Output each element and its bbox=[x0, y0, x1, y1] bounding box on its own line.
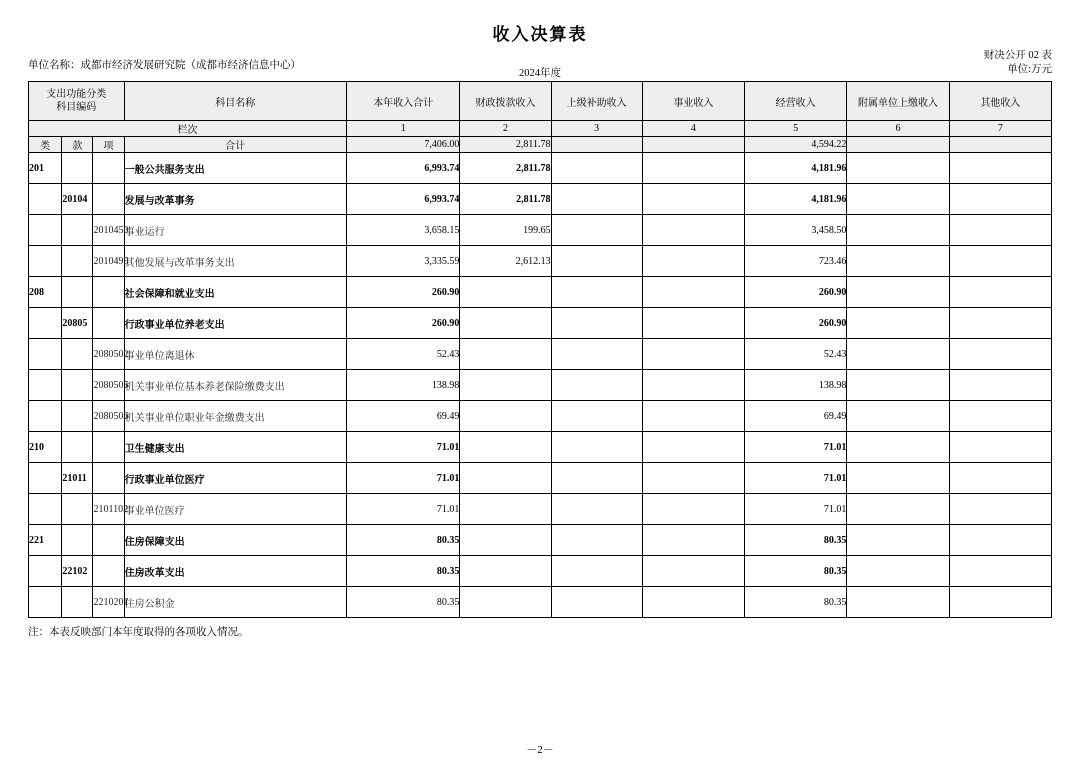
unit-name: 单位名称：成都市经济发展研究院（成都市经济信息中心） bbox=[28, 60, 301, 71]
row-value-7 bbox=[949, 308, 1051, 339]
row-value-6 bbox=[847, 246, 949, 277]
row-item-name: 卫生健康支出 bbox=[124, 432, 346, 463]
row-value-5: 71.01 bbox=[745, 463, 847, 494]
row-code-kuan: 20104 bbox=[62, 184, 93, 215]
row-code-kuan bbox=[62, 277, 93, 308]
col-index-3: 3 bbox=[551, 121, 642, 137]
row-value-1: 3,335.59 bbox=[346, 246, 459, 277]
row-value-5: 80.35 bbox=[745, 587, 847, 618]
row-code-xiang: 2101102 bbox=[93, 494, 124, 525]
row-item-name: 行政事业单位医疗 bbox=[124, 463, 346, 494]
header-col-fiscal-appropriation: 财政拨款收入 bbox=[460, 82, 551, 121]
row-value-1: 52.43 bbox=[346, 339, 459, 370]
row-code-cls: 208 bbox=[29, 277, 62, 308]
row-value-4 bbox=[642, 184, 744, 215]
row-value-6 bbox=[847, 432, 949, 463]
row-value-3 bbox=[551, 184, 642, 215]
row-value-7 bbox=[949, 463, 1051, 494]
row-code-kuan bbox=[62, 339, 93, 370]
row-value-3 bbox=[551, 587, 642, 618]
row-value-4 bbox=[642, 370, 744, 401]
row-value-4 bbox=[642, 308, 744, 339]
page-number: －2－ bbox=[526, 744, 554, 756]
row-value-3 bbox=[551, 525, 642, 556]
unit-of-measure: 单位:万元 bbox=[1007, 64, 1052, 75]
table-row bbox=[29, 525, 1052, 556]
row-value-2: 2,811.78 bbox=[460, 184, 551, 215]
row-value-6 bbox=[847, 587, 949, 618]
col-index-2: 2 bbox=[460, 121, 551, 137]
row-value-1: 260.90 bbox=[346, 308, 459, 339]
table-row bbox=[29, 246, 1052, 277]
col-index-4: 4 bbox=[642, 121, 744, 137]
row-value-6 bbox=[847, 556, 949, 587]
total-value-4 bbox=[642, 137, 744, 153]
col-index-7: 7 bbox=[949, 121, 1051, 137]
row-value-7 bbox=[949, 215, 1051, 246]
row-value-3 bbox=[551, 153, 642, 184]
row-value-2 bbox=[460, 339, 551, 370]
table-row bbox=[29, 339, 1052, 370]
total-value-1: 7,406.00 bbox=[346, 137, 459, 153]
row-value-4 bbox=[642, 215, 744, 246]
header-item-name: 科目名称 bbox=[124, 82, 346, 121]
row-value-3 bbox=[551, 308, 642, 339]
row-code-xiang: 2080506 bbox=[93, 401, 124, 432]
row-index-label: 栏次 bbox=[29, 121, 347, 137]
row-value-6 bbox=[847, 525, 949, 556]
row-value-7 bbox=[949, 370, 1051, 401]
row-value-5: 260.90 bbox=[745, 277, 847, 308]
row-value-5: 71.01 bbox=[745, 432, 847, 463]
row-value-4 bbox=[642, 525, 744, 556]
row-code-xiang bbox=[93, 432, 124, 463]
row-code-kuan bbox=[62, 246, 93, 277]
row-value-3 bbox=[551, 246, 642, 277]
row-value-7 bbox=[949, 153, 1051, 184]
row-value-4 bbox=[642, 339, 744, 370]
row-code-xiang bbox=[93, 277, 124, 308]
row-code-xiang bbox=[93, 153, 124, 184]
row-value-7 bbox=[949, 525, 1051, 556]
col-index-1: 1 bbox=[346, 121, 459, 137]
income-final-accounts-table bbox=[28, 81, 1052, 618]
row-value-1: 260.90 bbox=[346, 277, 459, 308]
row-value-2 bbox=[460, 432, 551, 463]
row-code-cls bbox=[29, 308, 62, 339]
row-code-kuan bbox=[62, 215, 93, 246]
row-value-2 bbox=[460, 370, 551, 401]
row-value-5: 723.46 bbox=[745, 246, 847, 277]
row-value-1: 6,993.74 bbox=[346, 153, 459, 184]
row-code-cls bbox=[29, 184, 62, 215]
row-value-7 bbox=[949, 432, 1051, 463]
row-value-4 bbox=[642, 587, 744, 618]
header-col-other-income: 其他收入 bbox=[949, 82, 1051, 121]
table-row bbox=[29, 556, 1052, 587]
row-value-1: 71.01 bbox=[346, 432, 459, 463]
table-note: 注：本表反映部门本年度取得的各项收入情况。 bbox=[28, 627, 249, 638]
total-value-7 bbox=[949, 137, 1051, 153]
table-row bbox=[29, 153, 1052, 184]
row-value-7 bbox=[949, 246, 1051, 277]
row-code-xiang: 2210201 bbox=[93, 587, 124, 618]
row-value-1: 80.35 bbox=[346, 556, 459, 587]
row-value-6 bbox=[847, 339, 949, 370]
row-value-5: 4,181.96 bbox=[745, 184, 847, 215]
row-value-3 bbox=[551, 432, 642, 463]
row-code-xiang bbox=[93, 308, 124, 339]
row-code-cls bbox=[29, 463, 62, 494]
row-code-kuan bbox=[62, 525, 93, 556]
row-code-cls bbox=[29, 401, 62, 432]
row-item-name: 机关事业单位职业年金缴费支出 bbox=[124, 401, 346, 432]
row-code-xiang bbox=[93, 463, 124, 494]
row-value-6 bbox=[847, 370, 949, 401]
row-code-kuan: 21011 bbox=[62, 463, 93, 494]
header-kuan: 款 bbox=[62, 137, 93, 153]
row-code-cls: 221 bbox=[29, 525, 62, 556]
row-code-xiang bbox=[93, 556, 124, 587]
row-value-3 bbox=[551, 277, 642, 308]
row-value-2: 2,612.13 bbox=[460, 246, 551, 277]
header-col-superior-subsidy: 上级补助收入 bbox=[551, 82, 642, 121]
row-value-1: 71.01 bbox=[346, 463, 459, 494]
row-code-kuan bbox=[62, 401, 93, 432]
col-index-6: 6 bbox=[847, 121, 949, 137]
row-value-5: 260.90 bbox=[745, 308, 847, 339]
row-item-name: 其他发展与改革事务支出 bbox=[124, 246, 346, 277]
row-value-3 bbox=[551, 215, 642, 246]
row-value-2 bbox=[460, 525, 551, 556]
row-code-kuan bbox=[62, 432, 93, 463]
row-code-xiang: 2010499 bbox=[93, 246, 124, 277]
row-value-5: 3,458.50 bbox=[745, 215, 847, 246]
row-code-xiang bbox=[93, 184, 124, 215]
row-value-1: 6,993.74 bbox=[346, 184, 459, 215]
row-value-6 bbox=[847, 494, 949, 525]
total-label: 合计 bbox=[124, 137, 346, 153]
row-value-4 bbox=[642, 494, 744, 525]
total-value-5: 4,594.22 bbox=[745, 137, 847, 153]
header-category-line2: 科目编码 bbox=[56, 102, 97, 113]
row-value-4 bbox=[642, 556, 744, 587]
row-value-1: 3,658.15 bbox=[346, 215, 459, 246]
total-value-3 bbox=[551, 137, 642, 153]
row-value-3 bbox=[551, 463, 642, 494]
table-row bbox=[29, 432, 1052, 463]
row-code-cls bbox=[29, 556, 62, 587]
column-index-row bbox=[29, 121, 1052, 137]
row-code-kuan: 22102 bbox=[62, 556, 93, 587]
row-value-2: 199.65 bbox=[460, 215, 551, 246]
col-index-5: 5 bbox=[745, 121, 847, 137]
document-page bbox=[0, 20, 1080, 783]
row-code-cls bbox=[29, 339, 62, 370]
row-value-2 bbox=[460, 463, 551, 494]
row-value-5: 4,181.96 bbox=[745, 153, 847, 184]
row-value-3 bbox=[551, 370, 642, 401]
row-value-5: 80.35 bbox=[745, 525, 847, 556]
row-value-6 bbox=[847, 277, 949, 308]
row-item-name: 住房保障支出 bbox=[124, 525, 346, 556]
total-row bbox=[29, 137, 1052, 153]
row-value-6 bbox=[847, 215, 949, 246]
row-code-cls bbox=[29, 246, 62, 277]
fiscal-year: 2024年度 bbox=[519, 68, 561, 79]
row-value-6 bbox=[847, 463, 949, 494]
header-col-business-income: 事业收入 bbox=[642, 82, 744, 121]
form-number: 财决公开 02 表 bbox=[983, 50, 1052, 61]
row-code-xiang: 2080502 bbox=[93, 339, 124, 370]
row-value-7 bbox=[949, 556, 1051, 587]
row-value-4 bbox=[642, 153, 744, 184]
row-value-7 bbox=[949, 184, 1051, 215]
row-value-6 bbox=[847, 401, 949, 432]
row-value-1: 69.49 bbox=[346, 401, 459, 432]
row-value-4 bbox=[642, 277, 744, 308]
total-value-6 bbox=[847, 137, 949, 153]
row-value-6 bbox=[847, 153, 949, 184]
row-value-4 bbox=[642, 401, 744, 432]
header-category-line1: 支出功能分类 bbox=[46, 89, 107, 100]
row-value-1: 138.98 bbox=[346, 370, 459, 401]
table-row bbox=[29, 215, 1052, 246]
row-value-3 bbox=[551, 401, 642, 432]
header-cls: 类 bbox=[29, 137, 62, 153]
row-value-2: 2,811.78 bbox=[460, 153, 551, 184]
row-value-6 bbox=[847, 308, 949, 339]
row-item-name: 一般公共服务支出 bbox=[124, 153, 346, 184]
row-code-cls: 201 bbox=[29, 153, 62, 184]
row-value-2 bbox=[460, 308, 551, 339]
row-value-1: 80.35 bbox=[346, 587, 459, 618]
row-value-2 bbox=[460, 277, 551, 308]
row-value-6 bbox=[847, 184, 949, 215]
row-value-5: 52.43 bbox=[745, 339, 847, 370]
row-code-kuan: 20805 bbox=[62, 308, 93, 339]
total-value-2: 2,811.78 bbox=[460, 137, 551, 153]
row-code-cls bbox=[29, 494, 62, 525]
row-value-4 bbox=[642, 463, 744, 494]
row-value-5: 71.01 bbox=[745, 494, 847, 525]
row-item-name: 住房公积金 bbox=[124, 587, 346, 618]
row-value-5: 80.35 bbox=[745, 556, 847, 587]
row-value-7 bbox=[949, 494, 1051, 525]
row-value-1: 71.01 bbox=[346, 494, 459, 525]
row-value-7 bbox=[949, 277, 1051, 308]
table-row bbox=[29, 494, 1052, 525]
row-code-kuan bbox=[62, 494, 93, 525]
table-row bbox=[29, 277, 1052, 308]
row-code-xiang bbox=[93, 525, 124, 556]
row-value-2 bbox=[460, 587, 551, 618]
table-row bbox=[29, 184, 1052, 215]
row-value-5: 138.98 bbox=[745, 370, 847, 401]
row-code-kuan bbox=[62, 153, 93, 184]
table-row bbox=[29, 308, 1052, 339]
header-col-operating-income: 经营收入 bbox=[745, 82, 847, 121]
row-value-2 bbox=[460, 556, 551, 587]
row-value-2 bbox=[460, 494, 551, 525]
header-category-code bbox=[29, 82, 125, 121]
row-value-1: 80.35 bbox=[346, 525, 459, 556]
row-item-name: 事业单位离退休 bbox=[124, 339, 346, 370]
table-body bbox=[29, 153, 1052, 618]
row-code-cls bbox=[29, 587, 62, 618]
row-code-cls bbox=[29, 370, 62, 401]
row-item-name: 发展与改革事务 bbox=[124, 184, 346, 215]
table-row bbox=[29, 587, 1052, 618]
row-code-xiang: 2080505 bbox=[93, 370, 124, 401]
row-code-kuan bbox=[62, 587, 93, 618]
row-code-cls bbox=[29, 215, 62, 246]
table-row bbox=[29, 370, 1052, 401]
header-col-affiliate-income: 附属单位上缴收入 bbox=[847, 82, 949, 121]
header-col-total: 本年收入合计 bbox=[346, 82, 459, 121]
row-code-kuan bbox=[62, 370, 93, 401]
row-value-7 bbox=[949, 401, 1051, 432]
header-xiang: 项 bbox=[93, 137, 124, 153]
row-value-4 bbox=[642, 246, 744, 277]
page-title: 收入决算表 bbox=[492, 25, 588, 44]
row-item-name: 社会保障和就业支出 bbox=[124, 277, 346, 308]
row-item-name: 行政事业单位养老支出 bbox=[124, 308, 346, 339]
row-value-3 bbox=[551, 494, 642, 525]
row-value-3 bbox=[551, 339, 642, 370]
row-code-cls: 210 bbox=[29, 432, 62, 463]
row-value-7 bbox=[949, 587, 1051, 618]
row-value-2 bbox=[460, 401, 551, 432]
row-item-name: 住房改革支出 bbox=[124, 556, 346, 587]
row-code-xiang: 2010450 bbox=[93, 215, 124, 246]
row-item-name: 机关事业单位基本养老保险缴费支出 bbox=[124, 370, 346, 401]
row-value-5: 69.49 bbox=[745, 401, 847, 432]
row-value-7 bbox=[949, 339, 1051, 370]
document-meta bbox=[28, 51, 1052, 81]
table-row bbox=[29, 401, 1052, 432]
row-item-name: 事业单位医疗 bbox=[124, 494, 346, 525]
row-value-3 bbox=[551, 556, 642, 587]
row-item-name: 事业运行 bbox=[124, 215, 346, 246]
row-value-4 bbox=[642, 432, 744, 463]
table-row bbox=[29, 463, 1052, 494]
